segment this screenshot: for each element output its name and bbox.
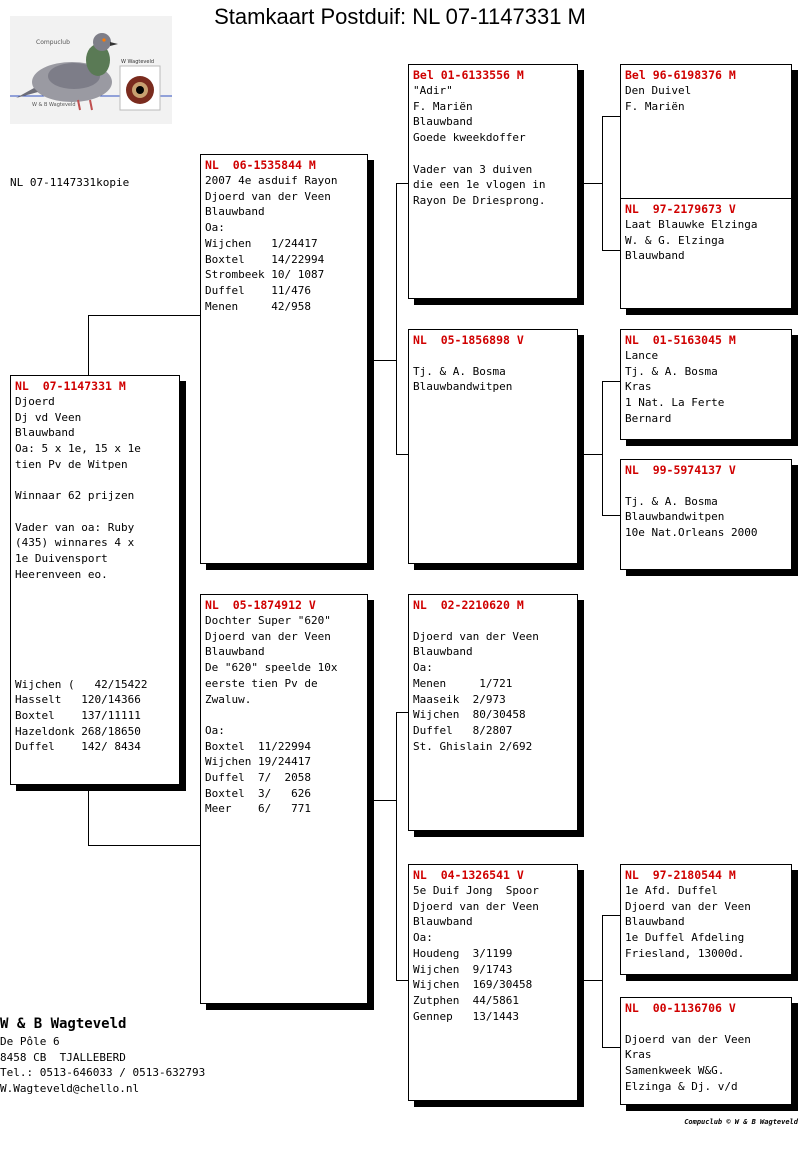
info-line — [15, 582, 175, 598]
info-line: Djoerd van der Veen — [625, 1032, 751, 1046]
info-line: Oa: — [205, 221, 225, 235]
info-line: Djoerd van der Veen — [413, 629, 539, 643]
info-line: Goede kweekdoffer — [413, 131, 526, 145]
info-line: Boxtel 11/22994 — [205, 739, 311, 753]
ring-number: NL 05-1874912 V — [205, 598, 316, 612]
info-line: St. Ghislain 2/692 — [413, 739, 533, 753]
ggp-card-ffm — [620, 198, 792, 309]
owner-name: W & B Wagteveld — [0, 1016, 127, 1032]
ggp-card-fmf — [620, 329, 792, 440]
svg-text:W Wagteveld: W Wagteveld — [121, 59, 155, 65]
info-line: Djoerd — [15, 395, 55, 408]
info-line: Tj. & A. Bosma — [625, 494, 718, 508]
info-line: Wijchen 9/1743 — [413, 962, 513, 976]
ring-number: NL 07-1147331 M — [15, 379, 126, 393]
info-line — [15, 645, 175, 661]
info-line — [413, 613, 573, 629]
info-line: Rayon De Driesprong. — [413, 193, 546, 207]
info-line: Blauwband — [625, 249, 685, 263]
info-line — [205, 707, 363, 723]
ring-number: NL 00-1136706 V — [625, 1001, 736, 1015]
info-line: Strombeek 10/ 1087 — [205, 268, 325, 282]
ring-number: NL 05-1856898 V — [413, 333, 524, 347]
info-line — [413, 348, 573, 364]
info-line: Djoerd van der Veen — [413, 899, 539, 913]
info-line — [625, 1016, 787, 1032]
info-line: eerste tien Pv de — [205, 676, 318, 690]
info-line: 1e Duffel Afdeling — [625, 931, 745, 945]
info-line: Samenkweek W&G. — [625, 1064, 725, 1078]
info-line: Duffel 8/2807 — [413, 723, 513, 737]
info-line: Boxtel 3/ 626 — [205, 786, 311, 800]
info-line: Hasselt 120/14366 — [15, 693, 141, 707]
ring-number: NL 04-1326541 V — [413, 868, 524, 882]
ggp-card-mmf — [620, 864, 792, 975]
info-line: 10e Nat.Orleans 2000 — [625, 526, 758, 540]
svg-text:W & B Wagteveld: W & B Wagteveld — [32, 102, 76, 108]
info-line: Blauwbandwitpen — [413, 380, 513, 394]
info-line: tien Pv de Witpen — [15, 457, 128, 471]
info-line: Wijchen 19/24417 — [205, 755, 311, 769]
info-line: W.Wagteveld@chello.nl — [0, 1082, 140, 1096]
info-line — [15, 598, 175, 614]
info-line — [15, 504, 175, 520]
info-line: F. Mariën — [625, 99, 685, 113]
info-line: Menen 42/958 — [205, 299, 311, 313]
ring-number: Bel 01-6133556 M — [413, 68, 524, 82]
ring-number: NL 97-2180544 M — [625, 868, 736, 882]
info-line: die een 1e vlogen in — [413, 178, 546, 192]
info-line: Dj vd Veen — [15, 410, 82, 424]
info-line: Blauwband — [625, 915, 685, 929]
info-line: Gennep 13/1443 — [413, 1009, 519, 1023]
info-line: Blauwband — [413, 115, 473, 129]
info-line: F. Mariën — [413, 99, 473, 113]
info-line: Djoerd van der Veen — [205, 629, 331, 643]
subject-card — [10, 375, 180, 785]
info-line: Duffel 11/476 — [205, 283, 311, 297]
info-line — [15, 614, 175, 630]
info-line: W. & G. Elzinga — [625, 233, 725, 247]
info-line: Menen 1/721 — [413, 676, 513, 690]
info-line: "Adir" — [413, 84, 453, 97]
info-line: Tj. & A. Bosma — [625, 364, 718, 378]
info-line: Blauwband — [205, 205, 265, 219]
info-line: Dochter Super "620" — [205, 614, 331, 627]
paternal-grandmother-card — [408, 329, 578, 564]
info-line: Den Duivel — [625, 84, 692, 97]
info-line: Laat Blauwke Elzinga — [625, 218, 758, 231]
info-line: Oa: — [413, 661, 433, 675]
info-line: Blauwband — [205, 645, 265, 659]
info-line: Wijchen 169/30458 — [413, 978, 533, 992]
info-line: (435) winnares 4 x — [15, 536, 135, 550]
paternal-grandfather-card — [408, 64, 578, 299]
info-line — [413, 146, 573, 162]
info-line: Wijchen ( 42/15422 — [15, 677, 148, 691]
info-line: Kras — [625, 1048, 652, 1062]
info-line — [15, 629, 175, 645]
info-line: Lance — [625, 349, 659, 362]
info-line: Wijchen 1/24417 — [205, 236, 318, 250]
info-line — [15, 473, 175, 489]
ring-number: NL 06-1535844 M — [205, 158, 316, 172]
info-line: Zwaluw. — [205, 692, 252, 706]
info-line: Djoerd van der Veen — [625, 899, 751, 913]
info-line: Tj. & A. Bosma — [413, 364, 506, 378]
maternal-grandmother-card — [408, 864, 578, 1101]
mother-card — [200, 594, 368, 1004]
ring-number: Bel 96-6198376 M — [625, 68, 736, 82]
ring-number: NL 99-5974137 V — [625, 463, 736, 477]
info-line: Duffel 142/ 8434 — [15, 740, 141, 754]
info-line: Bernard — [625, 411, 672, 425]
info-line: Vader van 3 duiven — [413, 162, 533, 176]
info-line: Oa: — [205, 723, 225, 737]
info-line: Blauwband — [413, 915, 473, 929]
info-line: Boxtel 137/11111 — [15, 708, 141, 722]
info-line: Blauwband — [413, 645, 473, 659]
info-line: Meer 6/ 771 — [205, 802, 311, 816]
info-line: De Pôle 6 — [0, 1035, 60, 1048]
info-line: Blauwband — [15, 426, 75, 440]
info-line — [15, 661, 175, 677]
info-line: Elzinga & Dj. v/d — [625, 1079, 738, 1093]
info-line: 1e Duivensport — [15, 552, 108, 565]
info-line: Djoerd van der Veen — [205, 189, 331, 203]
info-line: 5e Duif Jong Spoor — [413, 884, 539, 897]
info-line: Vader van oa: Ruby — [15, 520, 135, 534]
ggp-card-mmm — [620, 997, 792, 1105]
info-line: 1 Nat. La Ferte — [625, 396, 725, 410]
info-line: Oa: 5 x 1e, 15 x 1e — [15, 442, 141, 456]
info-line: Wijchen 80/30458 — [413, 708, 526, 722]
info-line: Maaseik 2/973 — [413, 692, 506, 706]
info-line: 2007 4e asduif Rayon — [205, 174, 338, 187]
pigeon-logo — [10, 16, 172, 124]
info-line: Heerenveen eo. — [15, 567, 108, 581]
ring-number: NL 01-5163045 M — [625, 333, 736, 347]
info-line — [625, 478, 787, 494]
page-title: Stamkaart Postduif: NL 07-1147331 M — [214, 4, 586, 29]
ggp-card-fmm — [620, 459, 792, 570]
info-line: Duffel 7/ 2058 — [205, 771, 311, 785]
info-line: Boxtel 14/22994 — [205, 252, 325, 266]
info-line: Tel.: 0513-646033 / 0513-632793 — [0, 1066, 206, 1080]
info-line: Friesland, 13000d. — [625, 946, 745, 960]
info-line: Houdeng 3/1199 — [413, 946, 513, 960]
info-line: 8458 CB TJALLEBERD — [0, 1050, 126, 1064]
info-line: De "620" speelde 10x — [205, 661, 338, 675]
info-line: Kras — [625, 380, 652, 394]
pigeon-icon — [10, 16, 172, 124]
info-line: Winnaar 62 prijzen — [15, 489, 135, 503]
ring-number: NL 02-2210620 M — [413, 598, 524, 612]
info-line: Oa: — [413, 931, 433, 945]
credit-text: Compuclub © W & B Wagteveld — [684, 1118, 798, 1126]
owner-address — [0, 1014, 205, 1097]
info-line: 1e Afd. Duffel — [625, 884, 718, 897]
info-line: Blauwbandwitpen — [625, 510, 725, 524]
info-line: Zutphen 44/5861 — [413, 993, 519, 1007]
ring-number: NL 97-2179673 V — [625, 202, 736, 216]
copy-label: NL 07-1147331kopie — [10, 176, 130, 189]
maternal-grandfather-card — [408, 594, 578, 831]
info-line: Hazeldonk 268/18650 — [15, 724, 141, 738]
svg-text:Compuclub: Compuclub — [36, 39, 70, 46]
father-card — [200, 154, 368, 564]
